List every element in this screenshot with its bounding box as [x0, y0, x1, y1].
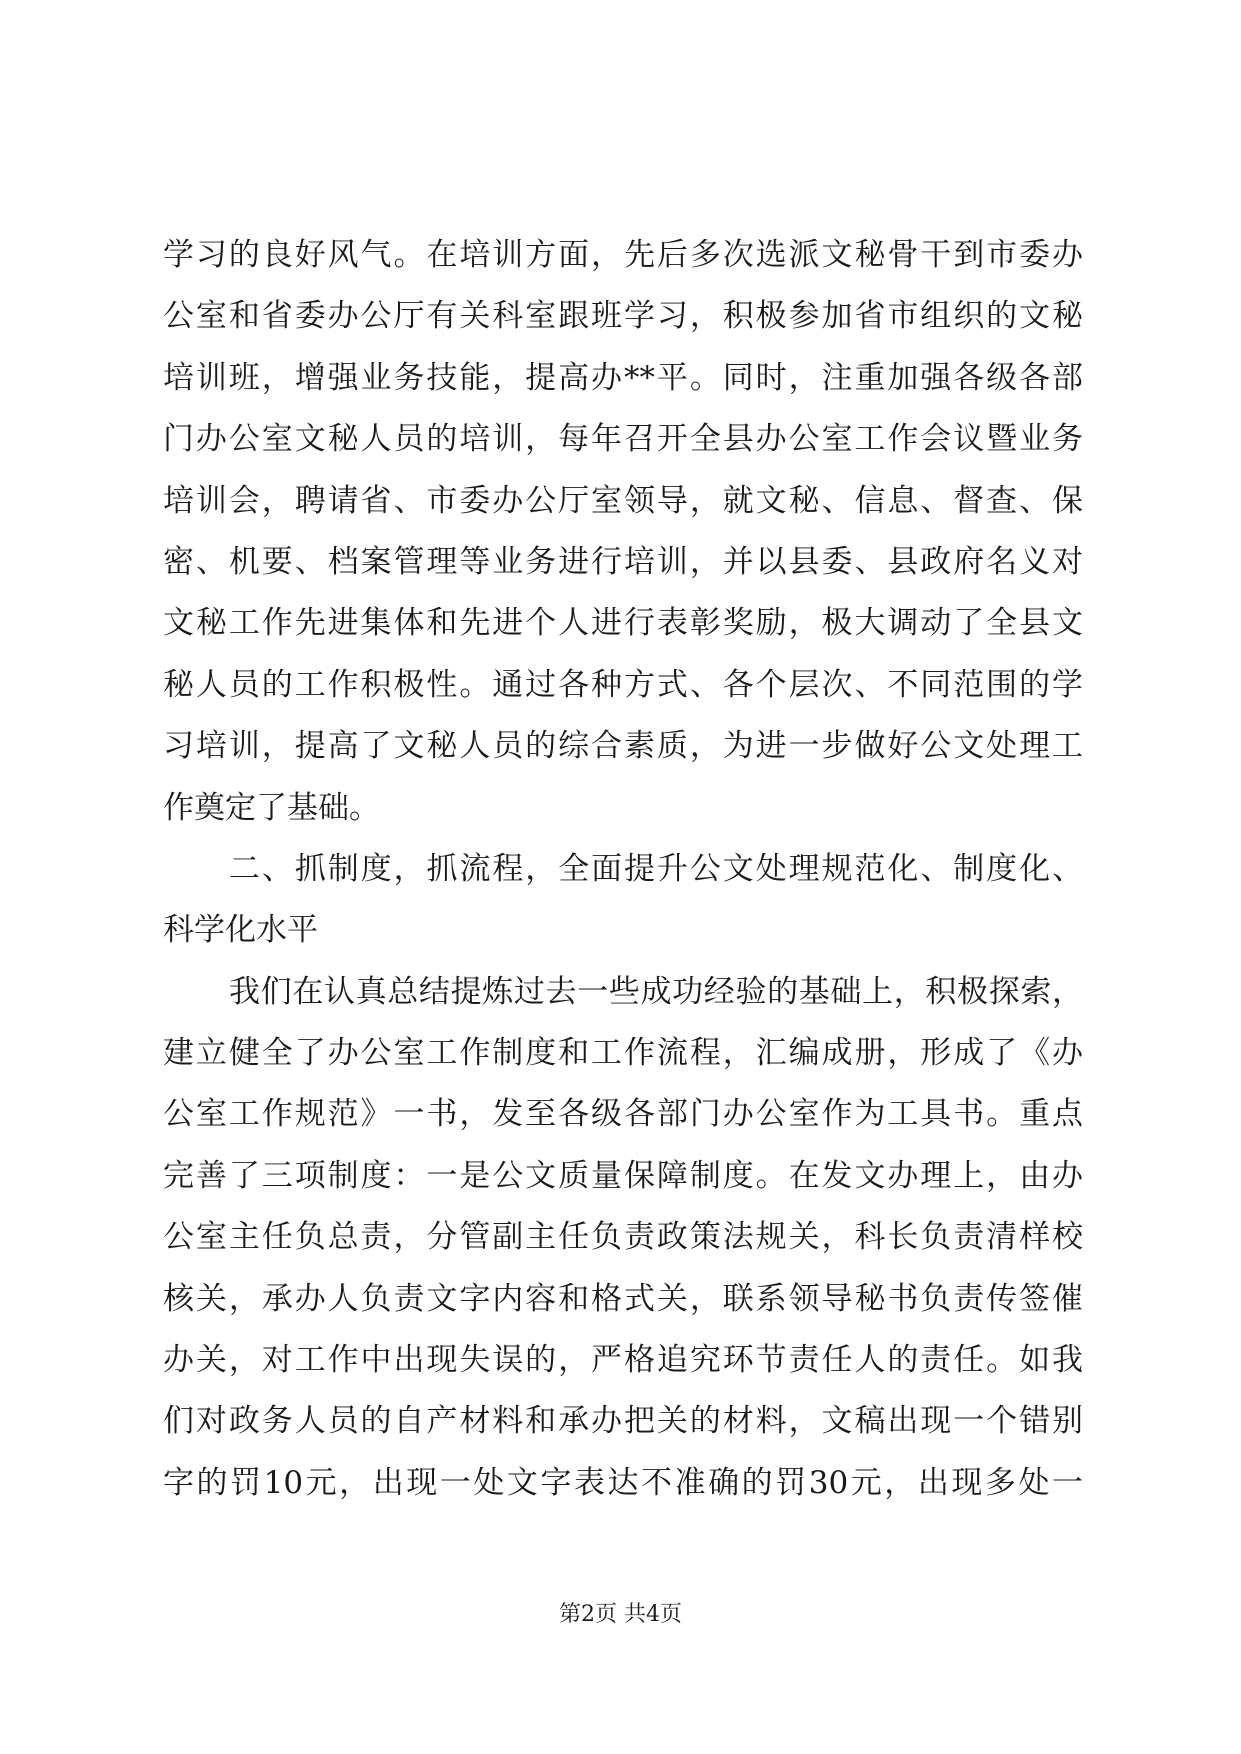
text-line: 文秘工作先进集体和先进个人进行表彰奖励，极大调动了全县文: [163, 605, 1083, 642]
text-line: 核关，承办人负责文字内容和格式关，联系领导秘书负责传签催: [163, 1280, 1083, 1317]
text-line: 公室主任负总责，分管副主任负责政策法规关，科长负责清样校: [163, 1219, 1083, 1256]
text-line: 培训会，聘请省、市委办公厅室领导，就文秘、信息、督查、保: [163, 482, 1083, 519]
text-line: 公室和省委办公厅有关科室跟班学习，积极参加省市组织的文秘: [163, 298, 1083, 335]
paragraph-systems: [163, 962, 1083, 1515]
text-line: 建立健全了办公室工作制度和工作流程，汇编成册，形成了《办: [163, 1035, 1083, 1072]
paragraph-training: [163, 225, 1083, 839]
section-heading: [163, 839, 1083, 962]
text-line: 完善了三项制度：一是公文质量保障制度。在发文办理上，由办: [163, 1157, 1083, 1194]
page-footer: 第2页 共4页: [559, 1602, 682, 1627]
text-line: 公室工作规范》一书，发至各级各部门办公室作为工具书。重点: [163, 1096, 1083, 1133]
text-line: 培训班，增强业务技能，提高办**平。同时，注重加强各级各部: [163, 359, 1083, 396]
text-line: 习培训，提高了文秘人员的综合素质，为进一步做好公文处理工: [163, 728, 1083, 765]
text-line: 门办公室文秘人员的培训，每年召开全县办公室工作会议暨业务: [163, 421, 1083, 458]
text-line: 字的罚10元，出现一处文字表达不准确的罚30元，出现多处一: [163, 1464, 1083, 1501]
heading-line: 科学化水平: [163, 912, 318, 949]
body-text: [163, 225, 1083, 1514]
text-line: 作奠定了基础。: [163, 789, 380, 826]
text-line: 们对政务人员的自产材料和承办把关的材料，文稿出现一个错别: [163, 1403, 1083, 1440]
text-line: 学习的良好风气。在培训方面，先后多次选派文秘骨干到市委办: [163, 237, 1083, 273]
text-line: 办关，对工作中出现失误的，严格追究环节责任人的责任。如我: [163, 1342, 1083, 1379]
text-line: 我们在认真总结提炼过去一些成功经验的基础上，积极探索，: [229, 973, 1083, 1010]
heading-line: 二、抓制度，抓流程，全面提升公文处理规范化、制度化、: [229, 850, 1083, 887]
text-line: 秘人员的工作积极性。通过各种方式、各个层次、不同范围的学: [163, 666, 1083, 703]
text-line: 密、机要、档案管理等业务进行培训，并以县委、县政府名义对: [163, 543, 1083, 580]
